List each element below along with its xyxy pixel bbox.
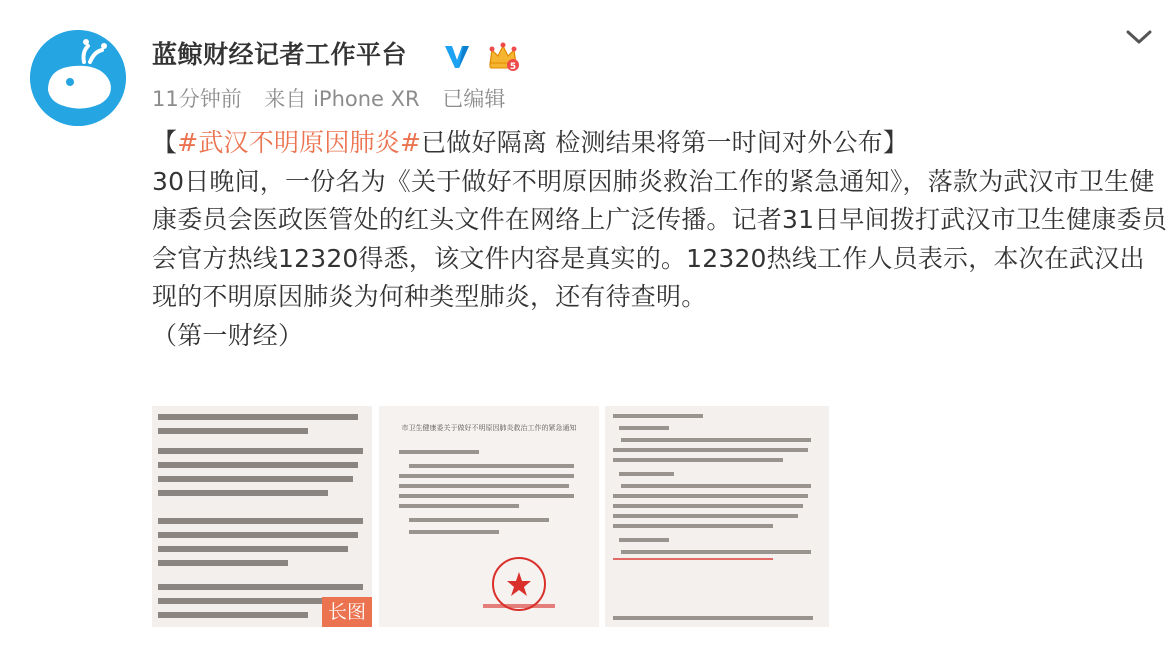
post-edited[interactable]: 已编辑 [442, 87, 506, 111]
image-thumbnail[interactable] [152, 406, 372, 627]
chevron-down-icon[interactable] [1124, 28, 1154, 48]
hashtag-link[interactable]: #武汉不明原因肺炎# [177, 128, 422, 157]
crown-badge-icon[interactable] [486, 40, 520, 72]
post-headline [152, 124, 1167, 163]
verified-v-icon [442, 41, 472, 71]
doc-header: 市卫生健康委关于做好不明原因肺炎救治工作的紧急通知 [401, 424, 577, 432]
post-meta [152, 84, 521, 114]
whale-avatar-icon [30, 30, 126, 126]
post-source-note: （第一财经） [152, 320, 304, 350]
document-image-3 [605, 406, 829, 627]
headline-text: 已做好隔离 检测结果将第一时间对外公布】 [421, 128, 909, 157]
post-paragraph: 30日晚间，一份名为《关于做好不明原因肺炎救治工作的紧急通知》，落款为武汉市卫生健康委员会医政医管处的红头文件在网络上广泛传播。记者31日早间拨打武汉市卫生健康委员会官方热线12320得悉，该文件内容是真实的。12320热线工作人员表示，本次在武汉出现的不明原因肺炎为何种类型肺炎，还有待查明。 [152, 166, 1168, 312]
image-thumbnail[interactable] [379, 406, 599, 627]
document-image-2 [379, 406, 599, 627]
image-thumbnail[interactable] [605, 406, 829, 627]
post-source: 来自 iPhone XR [264, 87, 420, 111]
post-time[interactable]: 11分钟前 [152, 87, 242, 111]
headline-open-bracket: 【 [152, 128, 178, 157]
author-name[interactable]: 蓝鲸财经记者工作平台 [152, 40, 408, 69]
document-image-1 [152, 406, 372, 627]
long-image-badge: 长图 [322, 597, 372, 627]
post-content [152, 124, 1167, 356]
svg-text:5: 5 [509, 62, 517, 72]
avatar[interactable] [30, 30, 126, 126]
